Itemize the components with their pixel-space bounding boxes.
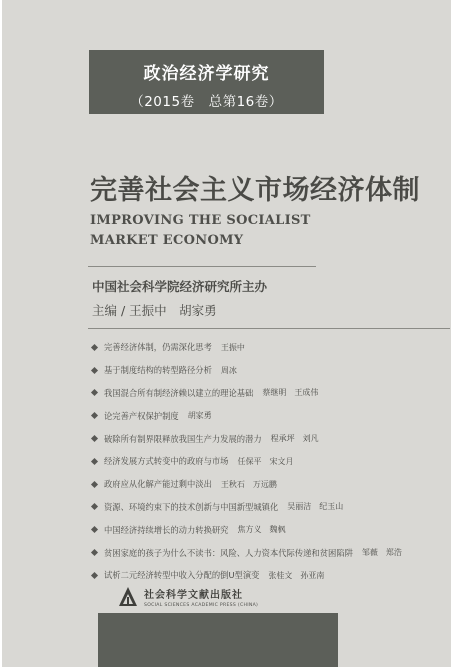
book-title-en-line1: IMPROVING THE SOCIALIST bbox=[90, 213, 311, 228]
publisher-logo-icon bbox=[118, 586, 138, 608]
article-author: 任保平 宋文月 bbox=[237, 456, 294, 466]
publisher-name-cn: 社会科学文献出版社 bbox=[144, 590, 243, 601]
article-author: 蔡继明 王成伟 bbox=[262, 388, 319, 398]
article-title: 贫困家庭的孩子为什么不读书：风险、人力资本代际传递和贫困陷阱 bbox=[104, 547, 353, 558]
institution: 中国社会科学院经济研究所主办 bbox=[92, 279, 268, 294]
series-box bbox=[89, 50, 324, 114]
article-author: 胡家勇 bbox=[187, 411, 212, 421]
editors: 主编 / 王振中 胡家勇 bbox=[92, 303, 217, 318]
list-item bbox=[88, 541, 450, 564]
article-author: 吴丽洁 纪玉山 bbox=[287, 502, 344, 512]
series-title: 政治经济学研究 bbox=[143, 64, 270, 84]
diamond-bullet-icon bbox=[91, 389, 98, 396]
diamond-bullet-icon bbox=[91, 412, 98, 419]
article-author: 王秋石 万远鹏 bbox=[220, 479, 277, 489]
list-item bbox=[88, 564, 450, 587]
article-title: 资源、环境约束下的技术创新与中国新型城镇化 bbox=[104, 501, 279, 512]
list-item bbox=[88, 496, 450, 519]
diamond-bullet-icon bbox=[91, 503, 98, 510]
diamond-bullet-icon bbox=[91, 458, 98, 465]
diamond-bullet-icon bbox=[91, 549, 98, 556]
article-author: 王振中 bbox=[220, 342, 245, 352]
book-title-en-line2: MARKET ECONOMY bbox=[90, 233, 244, 248]
divider-top bbox=[88, 266, 316, 267]
article-title: 经济发展方式转变中的政府与市场 bbox=[104, 456, 229, 467]
bottom-band bbox=[98, 613, 338, 667]
list-item bbox=[88, 518, 450, 541]
series-subtitle: （2015卷 总第16卷） bbox=[130, 94, 283, 110]
article-author: 程承坪 刘凡 bbox=[270, 434, 319, 444]
publisher bbox=[118, 586, 258, 608]
article-title: 完善经济体制，仍需深化思考 bbox=[104, 342, 212, 353]
divider-contents bbox=[88, 328, 450, 329]
article-title: 论完善产权保护制度 bbox=[104, 410, 179, 421]
diamond-bullet-icon bbox=[91, 367, 98, 374]
book-title-cn: 完善社会主义市场经济体制 bbox=[90, 175, 420, 206]
book-title-en bbox=[90, 211, 430, 251]
diamond-bullet-icon bbox=[91, 526, 98, 533]
list-item bbox=[88, 336, 450, 359]
article-author: 周冰 bbox=[220, 365, 237, 375]
diamond-bullet-icon bbox=[91, 344, 98, 351]
list-item bbox=[88, 427, 450, 450]
contents-list bbox=[88, 336, 450, 587]
article-title: 试析二元经济转型中收入分配的倒U型演变 bbox=[104, 570, 260, 581]
article-title: 我国混合所有制经济赖以建立的理论基础 bbox=[104, 387, 254, 398]
article-author: 焦方义 魏枫 bbox=[237, 525, 286, 535]
list-item bbox=[88, 382, 450, 405]
article-author: 邹薇 郑浩 bbox=[361, 548, 402, 558]
diamond-bullet-icon bbox=[91, 435, 98, 442]
diamond-bullet-icon bbox=[91, 481, 98, 488]
list-item bbox=[88, 473, 450, 496]
list-item bbox=[88, 359, 450, 382]
diamond-bullet-icon bbox=[91, 572, 98, 579]
article-author: 张桂文 孙亚南 bbox=[268, 570, 325, 580]
book-cover bbox=[2, 0, 451, 667]
article-title: 政府应从化解产能过剩中淡出 bbox=[104, 479, 212, 490]
article-title: 基于制度结构的转型路径分析 bbox=[104, 365, 212, 376]
list-item bbox=[88, 450, 450, 473]
publisher-name-en: SOCIAL SCIENCES ACADEMIC PRESS (CHINA) bbox=[144, 603, 259, 608]
list-item bbox=[88, 404, 450, 427]
article-title: 中国经济持续增长的动力转换研究 bbox=[104, 524, 229, 535]
article-title: 破除所有制界限释放我国生产力发展的潜力 bbox=[104, 433, 262, 444]
